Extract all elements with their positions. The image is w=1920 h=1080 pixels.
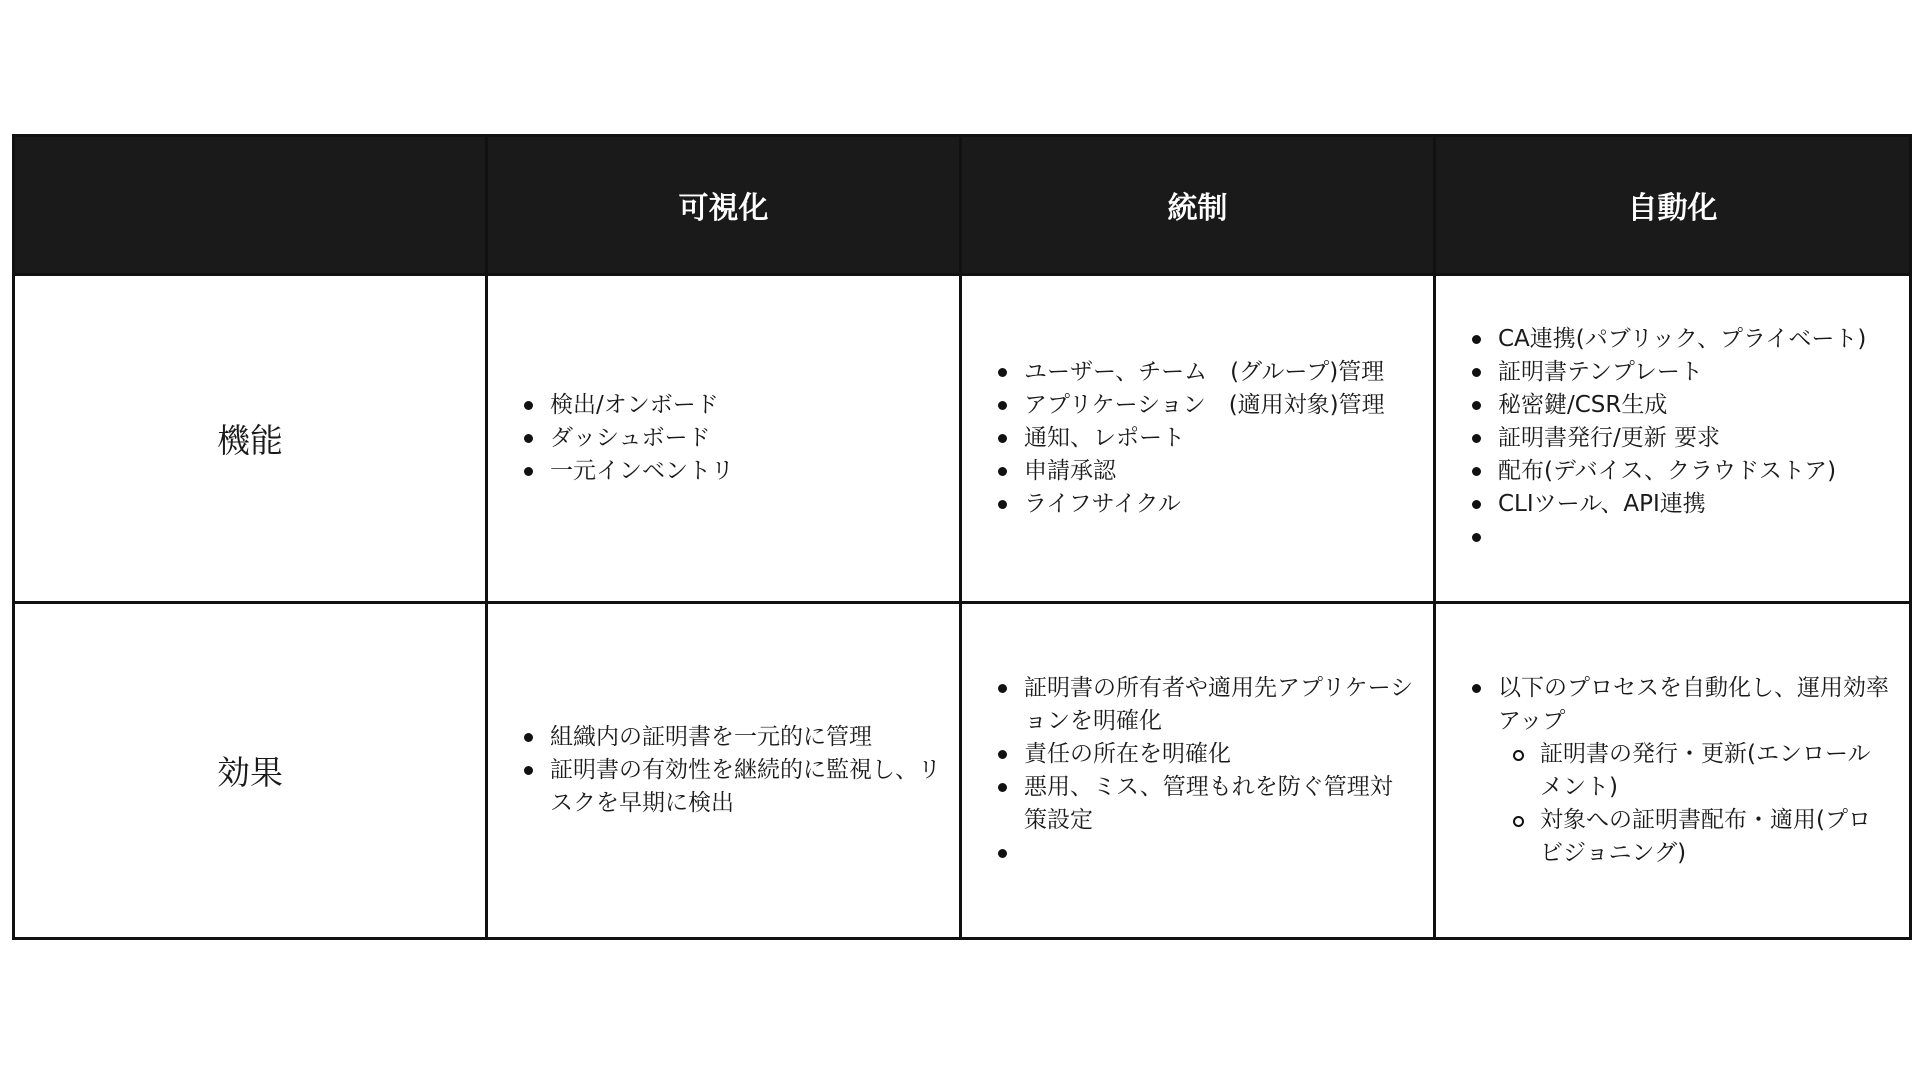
effect-row	[14, 603, 1911, 939]
list-item: 悪用、ミス、管理もれを防ぐ管理対策設定	[1024, 771, 1415, 837]
list-item: ダッシュボード	[550, 422, 941, 455]
empty-list-item	[1024, 837, 1415, 870]
list-item: 配布(デバイス、クラウドストア)	[1498, 455, 1891, 488]
header-control: 統制	[961, 136, 1435, 275]
effect-control-cell	[961, 603, 1435, 939]
header-visualize: 可視化	[487, 136, 961, 275]
header-row	[14, 136, 1911, 275]
list-item: 責任の所在を明確化	[1024, 738, 1415, 771]
list-item: 証明書の有効性を継続的に監視し、リスクを早期に検出	[550, 754, 941, 820]
sub-list-item: 対象への証明書配布・適用(プロビジョニング)	[1540, 804, 1891, 870]
effect-visualize-list	[488, 721, 959, 820]
sub-list	[1498, 738, 1891, 870]
empty-list-item	[1498, 521, 1891, 554]
header-automate: 自動化	[1435, 136, 1911, 275]
header-corner	[14, 136, 487, 275]
effect-visualize-cell	[487, 603, 961, 939]
function-visualize-list	[488, 389, 959, 488]
list-item: 申請承認	[1024, 455, 1415, 488]
list-item: CLIツール、API連携	[1498, 488, 1891, 521]
row-label-function: 機能	[14, 275, 487, 603]
sub-list-item: 証明書の発行・更新(エンロールメント)	[1540, 738, 1891, 804]
list-item: 証明書テンプレート	[1498, 356, 1891, 389]
function-row	[14, 275, 1911, 603]
list-item: 証明書の所有者や適用先アプリケーションを明確化	[1024, 672, 1415, 738]
row-label-effect: 効果	[14, 603, 487, 939]
function-automate-list	[1436, 323, 1909, 554]
list-item: ライフサイクル	[1024, 488, 1415, 521]
list-item: 通知、レポート	[1024, 422, 1415, 455]
list-item: ユーザー、チーム (グループ)管理	[1024, 356, 1415, 389]
list-item: アプリケーション (適用対象)管理	[1024, 389, 1415, 422]
list-item: 秘密鍵/CSR生成	[1498, 389, 1891, 422]
effect-control-list	[962, 672, 1433, 870]
function-control-list	[962, 356, 1433, 521]
effect-automate-list	[1436, 672, 1909, 870]
function-visualize-cell	[487, 275, 961, 603]
feature-effect-table	[12, 134, 1912, 940]
function-control-cell	[961, 275, 1435, 603]
list-item: CA連携(パブリック、プライベート)	[1498, 323, 1891, 356]
list-item: 検出/オンボード	[550, 389, 941, 422]
list-item: 組織内の証明書を一元的に管理	[550, 721, 941, 754]
effect-automate-cell	[1435, 603, 1911, 939]
list-item: 証明書発行/更新 要求	[1498, 422, 1891, 455]
list-item	[1498, 672, 1891, 870]
list-item: 一元インベントリ	[550, 455, 941, 488]
function-automate-cell	[1435, 275, 1911, 603]
list-item-text: 以下のプロセスを自動化し、運用効率アップ	[1498, 674, 1889, 734]
